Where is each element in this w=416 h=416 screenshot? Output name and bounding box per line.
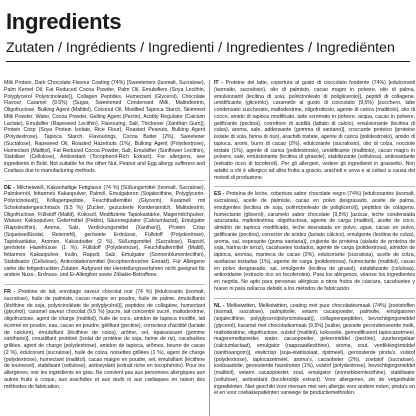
ingredients-it	[214, 80, 415, 181]
left-column	[4, 80, 205, 390]
lang-code-fr: FR -	[4, 289, 16, 295]
ingredients-de	[4, 185, 205, 280]
section-divider	[214, 186, 415, 187]
right-column	[214, 80, 415, 397]
ingredients-nl	[214, 303, 415, 398]
section-divider	[4, 180, 205, 181]
ingredients-fr-text: Protéine de lait, enrobage saveur chocolat noir (74 %) [édulcorants (isomalt, sucralose), huile de palmiste, cacao maigre en poudre, huile de palme, émulsifiants (lécithine de soja, polyricinoléate de polyglycérol)], peptides de collagène, humectant (glycérol), caramel saveur chocolat (9,5 %) [sucre, lait concentré sucré, maltodextrine, oligofructose, agent de charge (maltitol), huile de coco, amidon de tapioca modifié, lait écrémé en poudre, eau, cacao en poudre, gélifiant (pectine), correcteur d'acidité (lactate de calcium), émulsifiant (lécithine de colza), arôme, sel, épaississant (gomme xanthane)], croustillant protéiné (isolat de protéine de soja, farine de riz), cacahuètes grillées, agent de charge (polydextrose), amidon de tapioca, arômes, beurre de cacao (2 %), édulcorant (sucralose), huile de colza, noisettes grillées (1 %), agent de charge (polydextrose), humectant (maltitol), cacao maigre en poudre, sel, émulsifiant (lécithine de tournesol), stabilisant (cellulose), antioxydant (extrait riche en tocophérols). Pour les allergènes, voir les ingrédients en gras. Ne convient pas aux personnes allergiques aux autres fruits à coque, aux arachides et aux œufs ni aux cœliaques en raison des méthodes de fabrication.	[4, 289, 205, 390]
page-title: Ingredients	[6, 9, 122, 34]
lang-code-de: DE -	[4, 184, 15, 191]
lang-code-es: ES -	[214, 191, 225, 198]
ingredients-en	[4, 80, 205, 175]
ingredients-it-text: Proteine del latte, copertura al gusto di cioccolato fondente (74%) [edulcoranti (isomalto, sucralosio), olio di palmisto, cacao magro in polvere, olio di palma, emulsionanti (lecitina di soia, poliricinoleato di poliglicerolo)], peptidi di collagene, umidificante (glicerolo), caramello al gusto di cioccolato (9,5%) [zucchero, latte condensato zuccherato, maltodestrine, oligofruttosio, agente di carica (maltitolo), olio di cocco, amido di tapioca modificato, latte scremato in polvere, acqua, cacao in polvere, gelificante (pectina), correttore di acidità (lattato di calcio), emulsionante (lecitina di colza), aroma, sale, addensante (gomma di xantano)], croccante proteico (proteine isolate di soia, farina di riso), arachidi tostate, agente di carica (polidestrosio), amido di tapioca, aromi, burro di cacao (2%), edulcorante (sucralosio), olio di colza, nocciole tostate (1%), agente di carica (polidestrosio), umidificante (maltitolo), cacao magro in polvere, sale, emulsionante (lecitina di girasole), stabilizzante (cellulosa), antiossidante (estratto ricco di tocoferoli). Per gli allergeni, vedere gli ingredienti in grassetto. Non adatto a chi è allergico ad altra frutta a guscio, arachidi e uova e ai celiaci a causa dei metodi di produzione.	[214, 80, 415, 181]
lang-code-it: IT -	[214, 80, 223, 86]
section-divider	[214, 298, 415, 299]
header-divider	[6, 61, 410, 62]
ingredients-en-text: Milk Protein, Dark Chocolate Flavour Coating (74%) [Sweeteners (Isomalt, Sucralose), Palm Kernel Oil, Fat Reduced Cocoa Powder, Palm Oil, Emulsifiers (Soya Lecithin, Polyglycerol Polyricinoleate)], Collagen Peptides, Humectant (Glycerol), Chocolate Flavour Caramel (9.5%) [Sugar, Sweetened Condensed Milk, Maltodextrin, Oligofructose, Bulking Agent (Maltitol), Coconut Oil, Modified Tapioca Starch, Skimmed Milk Powder, Water, Cocoa Powder, Gelling Agent (Pectin), Acidity Regulator (Calcium Lactate), Emulsifier (Rapeseed Lecithin), Flavouring, Salt, Thickener (Xanthan Gum)], Protein Crisp (Soya Protein Isolate, Rice Flour), Roasted Peanuts, Bulking Agent (Polydextrose), Tapioca Starch, Flavourings, Cocoa Butter (2%), Sweetener (Sucralose), Rapeseed Oil, Roasted Hazelnuts (1%), Bulking Agent (Polydextrose), Humectant (Maltitol), Fat Reduced Cocoa Powder, Salt, Emulsifier (Sunflower Lecithin), Stabiliser (Cellulose), Antioxidant (Tocopherol-Rich Extract). For allergens, see ingredients in Bold. Not suitable for the other Nut, Peanut and Egg allergy sufferers and Coeliacs due to manufacturing methods.	[4, 80, 205, 174]
section-divider	[4, 284, 205, 285]
lang-code-nl: NL -	[214, 302, 225, 309]
column-divider	[209, 80, 210, 416]
ingredients-es	[214, 191, 415, 292]
ingredients-es-text: Proteína de leche, cobertura sabor chocolate negro (74%) [edulcorantes (isomalt, sucralosa), aceite de palmiste, cacao en polvo desgrasado, aceite de palma, emulgentes (lecitina de soja, polirricinoleato de poliglicerol)], péptidos de colágeno, humectante (glicerol), caramelo sabor chocolate (9,5%) [azúcar, leche condensada azucarada, maltodextrina, oligofructosa, agente de carga (maltitol), aceite de coco, almidón de tapioca modificado, leche desnatada en polvo, agua, cacao en polvo, gelificante (pectina), corrector de acidez (lactato cálcico), emulgente (lecitina de colza), aroma, sal, espesante (goma xantana)], crujiente de proteína (aislado de proteína de soja, harina de arroz), cacahuetes tostados, agente de carga (polidextrosa), almidón de tapioca, aromas, manteca de cacao (2%), edulcorante (sucralosa), aceite de colza, avellanas tostadas (1%), agente de carga (polidextrosa), humectante (maltitol), cacao en polvo desgrasado, sal, emulgente (lecitina de girasol), estabilizante (celulosa), antioxidante (extracto rico en tocoferoles). Para los alérgenos, véanse los ingredientes en negrita. No apto para personas alérgicas a otros frutos de cáscara, cacahuetes y huevo ni para celíacos debido a los métodos de fabricación.	[214, 191, 415, 292]
page-subtitle: Zutaten / Ingrédients / Ingredienti / Ingredientes / Ingrediënten	[6, 40, 395, 56]
ingredients-de-text: Milcheiweiß, Kakaohaltige Fettglasur (74 %) [Süßungsmittel (Isomalt, Sucralose), Palmkernöl, fettarmes Kakaopulver, Palmöl, Emulgatoren (Sojalecithine, Polyglycerin-Polyricinoleat)], Kollagenpeptide, Feuchthaltemittel (Glycerin), Karamell mit Schokoladengeschmack (9,5 %) [Zucker, gezuckerte Kondensmilch, Maltodextrin, Oligofructose, Füllstoff (Maltit), Kokosöl, Modifizierte Tapiokastärke, Magermilchpulver, Wasser, Kakaopulver, Geliermittel (Pektin), Säureregulator (Calciumlactat), Emulgator (Rapslecithin), Aroma, Salz, Verdickungsmittel (Xanthan)], Protein Crisp (Sojaeiweißisolat, Reismehl), geröstete Erdnüsse, Füllstoff (Polydextrose), Tapiokastärke, Aromen, Kakaobutter (2 %), Süßungsmittel (Sucralose), Rapsöl, geröstete Haselnüsse (1 %), Füllstoff (Polydextrose), Feuchthaltemittel (Maltit), fettarmes Kakaopulver, Inulin, Rapsöl, Salz, Emulgator (Sonnenblumenlecithin), Stabilisator (Cellulose), Antioxidationsmittel (tocopherolreicher Extrakt). Für Allergene siehe die fettgedruckten Zutaten. Aufgrund der Herstellungsverfahren nicht geeignet für andere Nuss-, Erdnuss- und Ei-Allergiker sowie Zöliakie-Betroffene.	[4, 184, 205, 279]
ingredients-nl-text: Melkeiwitten, Melkeiwitten, coating met puur chocoladesmaak (74%) [zoetstoffen (isomalt, sucralose), palmpitolie, vetarm cacaopoeder, palmolie, emulgatoren (sojalecithine, polyglycerolpolyricinoleaat)], collageenpeptiden, bevochtigingsmiddel (glycerol), karamel met chocoladesmaak (9,5%) [suiker, gezoete gecondenseerde melk, maltodextrine, oligofructose, vulstof (maltitol), kokosolie, gemodificeerd tapiocazetmeel, mageremelkpoeder, water, cacaopoeder, geleermiddel (pectine), zuurteregelaar (calciumlactaat), emulgator (raapzaadlecithine), aroma, zout, verdikkingsmiddel (xanthaangom)], eiwitcrisp (soja-eiwitisolaat, rijstmeel), geroosterde pinda's, vulstof (polydextrose), tapiocazetmeel, aroma's, cacaoboter (2%), zoetstof (sucralose), koolzaadolie, geroosterde hazelnoten (1%), vulstof (polydextrose), bevochtigingsmiddel (maltitol), vetarm cacaopoeder, zout, emulgator (zonnebloemlecithine), stabilisator (cellulose), antioxidant (tocoferolrijk extract). Voor allergenen, zie de vetgedrukte ingrediënten. Niet geschikt voor mensen met een allergie voor andere noten, pinda's en ei en voor coeliakiepatiënten vanwege de productiemethoden.	[214, 302, 415, 397]
ingredients-fr	[4, 289, 205, 390]
